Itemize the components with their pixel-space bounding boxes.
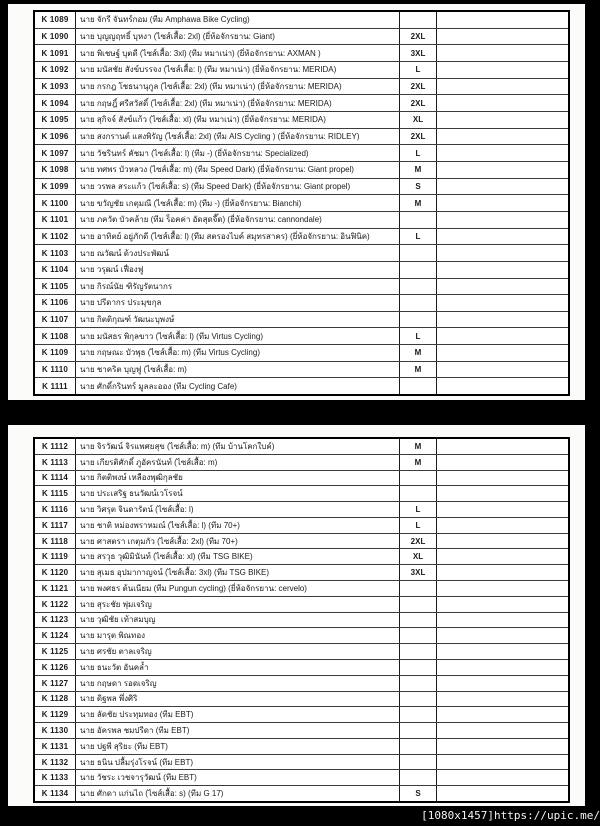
empty-cell	[437, 12, 568, 28]
empty-cell	[437, 739, 568, 754]
member-code-cell: K 1124	[35, 628, 76, 643]
member-detail-cell: นาย วุฒิชัย เท้าสมบุญ	[76, 613, 400, 628]
member-code-cell: K 1133	[35, 770, 76, 785]
shirt-size-cell	[400, 660, 437, 675]
shirt-size-cell	[400, 312, 437, 328]
table-row	[35, 533, 568, 549]
table-row	[35, 111, 568, 128]
document-page-top	[8, 4, 585, 400]
document-page-bottom	[8, 425, 585, 806]
member-detail-cell: นาย ธนะวัต อันคล้ำ	[76, 660, 400, 675]
member-code-cell: K 1111	[35, 378, 76, 394]
member-code-cell: K 1114	[35, 471, 76, 486]
member-code-cell: K 1098	[35, 162, 76, 178]
table-row	[35, 439, 568, 454]
table-row	[35, 612, 568, 628]
member-code-cell: K 1092	[35, 62, 76, 78]
shirt-size-cell	[400, 692, 437, 707]
member-code-cell: K 1095	[35, 112, 76, 128]
member-detail-cell: นาย อาทิตย์ อยู่ภักดี (ไซส์เสื้อ: l) (ทีม สตรองไบค์ สมุทรสาคร) (ยี่ห้อจักรยาน: อินฟินิค)	[76, 229, 400, 245]
member-code-cell: K 1112	[35, 439, 76, 454]
table-row	[35, 78, 568, 95]
table-row	[35, 580, 568, 596]
empty-cell	[437, 262, 568, 278]
member-code-cell: K 1106	[35, 295, 76, 311]
member-detail-cell: นาย วัชระ เวชจารุวัฒน์ (ทีม EBT)	[76, 770, 400, 785]
empty-cell	[437, 195, 568, 211]
shirt-size-cell	[400, 755, 437, 770]
shirt-size-cell: 3XL	[400, 45, 437, 61]
member-detail-cell: นาย กิตติกุณฑ์ วัฒนะบุพงษ์	[76, 312, 400, 328]
member-detail-cell: นาย บุญญฤทธิ์ บุหงา (ไซส์เสื้อ: 2xl) (ยี่ห้อจักรยาน: Giant)	[76, 29, 400, 45]
empty-cell	[437, 770, 568, 785]
shirt-size-cell	[400, 597, 437, 612]
member-detail-cell: นาย ประเสริฐ ธนวัฒน์เวโรจน์	[76, 486, 400, 501]
table-row	[35, 294, 568, 311]
member-detail-cell: นาย มารุต พิณทอง	[76, 628, 400, 643]
shirt-size-cell: M	[400, 455, 437, 470]
shirt-size-cell	[400, 486, 437, 501]
empty-cell	[437, 613, 568, 628]
member-code-cell: K 1090	[35, 29, 76, 45]
empty-cell	[437, 362, 568, 378]
table-row	[35, 161, 568, 178]
table-row	[35, 596, 568, 612]
table-row	[35, 501, 568, 517]
empty-cell	[437, 378, 568, 394]
member-code-cell: K 1093	[35, 79, 76, 95]
table-row	[35, 769, 568, 785]
member-detail-cell: นาย สุเมธ อุปมากาญจน์ (ไซส์เสื้อ: 3xl) (ทีม TSG BIKE)	[76, 565, 400, 580]
member-code-cell: K 1110	[35, 362, 76, 378]
member-detail-cell: นาย ชาติ หม่องพราหมณ์ (ไซส์เสื้อ: l) (ทีม 70+)	[76, 518, 400, 533]
member-code-cell: K 1119	[35, 549, 76, 564]
empty-cell	[437, 723, 568, 738]
empty-cell	[437, 312, 568, 328]
member-code-cell: K 1127	[35, 676, 76, 691]
shirt-size-cell	[400, 581, 437, 596]
member-code-cell: K 1099	[35, 179, 76, 195]
table-row	[35, 12, 568, 28]
shirt-size-cell	[400, 739, 437, 754]
table-row	[35, 738, 568, 754]
member-detail-cell: นาย ธนิน ปลื้มรุ่งโรจน์ (ทีม EBT)	[76, 755, 400, 770]
empty-cell	[437, 79, 568, 95]
member-code-cell: K 1116	[35, 502, 76, 517]
member-code-cell: K 1108	[35, 328, 76, 344]
member-detail-cell: นาย วิศรุต จินดารัตน์ (ไซส์เสื้อ: l)	[76, 502, 400, 517]
table-row	[35, 722, 568, 738]
member-detail-cell: นาย วรุฒน์ เฟื่องฟู	[76, 262, 400, 278]
member-detail-cell: นาย จิรวัฒน์ จิรแพศยสุข (ไซส์เสื้อ: m) (ทีม บ้านโคกใบค์)	[76, 439, 400, 454]
member-detail-cell: นาย ณวัฒน์ ด้วงประพัฒน์	[76, 245, 400, 261]
member-code-cell: K 1118	[35, 534, 76, 549]
member-code-cell: K 1107	[35, 312, 76, 328]
shirt-size-cell: XL	[400, 112, 437, 128]
image-host-url: https://upic.me/	[494, 809, 600, 822]
image-dimensions-watermark: [1080x1457]	[421, 809, 495, 822]
shirt-size-cell: L	[400, 229, 437, 245]
member-code-cell: K 1089	[35, 12, 76, 28]
shirt-size-cell	[400, 770, 437, 785]
member-code-cell: K 1102	[35, 229, 76, 245]
shirt-size-cell	[400, 707, 437, 722]
table-row	[35, 485, 568, 501]
member-detail-cell: นาย พิเชษฐ์ บุตดี (ไซส์เสื้อ: 3xl) (ทีม หมาเน่า) (ยี่ห้อจักรยาน: AXMAN )	[76, 45, 400, 61]
empty-cell	[437, 328, 568, 344]
shirt-size-cell: L	[400, 62, 437, 78]
table-row	[35, 211, 568, 228]
empty-cell	[437, 534, 568, 549]
member-detail-cell: นาย ขวัญชัย เกตุมณี (ไซส์เสื้อ: m) (ทีม -) (ยี่ห้อจักรยาน: Bianchi)	[76, 195, 400, 211]
empty-cell	[437, 279, 568, 295]
member-code-cell: K 1113	[35, 455, 76, 470]
table-row	[35, 627, 568, 643]
member-code-cell: K 1096	[35, 129, 76, 145]
member-detail-cell: นาย ทศพร บัวหลวง (ไซส์เสื้อ: m) (ทีม Speed Dark) (ยี่ห้อจักรยาน: Giant propel)	[76, 162, 400, 178]
member-detail-cell: นาย มนัสธร พิกุลขาว (ไซส์เสื้อ: l) (ทีม Virtus Cycling)	[76, 328, 400, 344]
shirt-size-cell	[400, 723, 437, 738]
member-detail-cell: นาย ปรีดากร ประมุขกุล	[76, 295, 400, 311]
member-code-cell: K 1123	[35, 613, 76, 628]
member-detail-cell: นาย สุกิจจ์ สังข์แก้ว (ไซส์เสื้อ: xl) (ทีม หมาเน่า) (ยี่ห้อจักรยาน: MERIDA)	[76, 112, 400, 128]
member-detail-cell: นาย จักรี จันทร์กอม (ทีม Amphawa Bike Cycling)	[76, 12, 400, 28]
shirt-size-cell	[400, 644, 437, 659]
table-row	[35, 361, 568, 378]
table-row	[35, 28, 568, 45]
member-detail-cell: นาย ศาสตรา เกตุมกัว (ไซส์เสื้อ: 2xl) (ทีม 70+)	[76, 534, 400, 549]
shirt-size-cell: S	[400, 786, 437, 801]
empty-cell	[437, 755, 568, 770]
table-row	[35, 244, 568, 261]
member-code-cell: K 1121	[35, 581, 76, 596]
member-code-cell: K 1126	[35, 660, 76, 675]
table-row	[35, 128, 568, 145]
empty-cell	[437, 628, 568, 643]
shirt-size-cell: M	[400, 345, 437, 361]
shirt-size-cell	[400, 676, 437, 691]
member-code-cell: K 1134	[35, 786, 76, 801]
empty-cell	[437, 145, 568, 161]
shirt-size-cell	[400, 212, 437, 228]
table-row	[35, 327, 568, 344]
member-code-cell: K 1103	[35, 245, 76, 261]
member-detail-cell: นาย สุระชัย พุ่มเจริญ	[76, 597, 400, 612]
shirt-size-cell	[400, 613, 437, 628]
member-code-cell: K 1128	[35, 692, 76, 707]
shirt-size-cell: 2XL	[400, 29, 437, 45]
shirt-size-cell	[400, 245, 437, 261]
empty-cell	[437, 471, 568, 486]
table-row	[35, 785, 568, 801]
empty-cell	[437, 295, 568, 311]
empty-cell	[437, 660, 568, 675]
table-row	[35, 454, 568, 470]
member-code-cell: K 1109	[35, 345, 76, 361]
shirt-size-cell	[400, 279, 437, 295]
table-row	[35, 144, 568, 161]
table-row	[35, 377, 568, 394]
table-row	[35, 470, 568, 486]
member-code-cell: K 1131	[35, 739, 76, 754]
shirt-size-cell: M	[400, 195, 437, 211]
empty-cell	[437, 455, 568, 470]
shirt-size-cell	[400, 295, 437, 311]
empty-cell	[437, 95, 568, 111]
shirt-size-cell: L	[400, 145, 437, 161]
table-row	[35, 548, 568, 564]
member-detail-cell: นาย เกียรติศักดิ์ ภูอัครนันท์ (ไซส์เสื้อ: m)	[76, 455, 400, 470]
empty-cell	[437, 597, 568, 612]
table-row	[35, 691, 568, 707]
empty-cell	[437, 62, 568, 78]
table-row	[35, 311, 568, 328]
member-code-cell: K 1132	[35, 755, 76, 770]
empty-cell	[437, 692, 568, 707]
member-code-cell: K 1129	[35, 707, 76, 722]
shirt-size-cell	[400, 12, 437, 28]
member-detail-cell: นาย ลัดชัย ประทุมทอง (ทีม EBT)	[76, 707, 400, 722]
empty-cell	[437, 45, 568, 61]
registration-table-1	[33, 10, 570, 396]
member-code-cell: K 1125	[35, 644, 76, 659]
empty-cell	[437, 29, 568, 45]
member-detail-cell: นาย กิรณ์นัย ฑิรัญรัตนากร	[76, 279, 400, 295]
empty-cell	[437, 676, 568, 691]
member-detail-cell: นาย วรพล สระแก้ว (ไซส์เสื้อ: s) (ทีม Speed Dark) (ยี่ห้อจักรยาน: Giant propel)	[76, 179, 400, 195]
shirt-size-cell: M	[400, 362, 437, 378]
empty-cell	[437, 644, 568, 659]
shirt-size-cell: 2XL	[400, 129, 437, 145]
empty-cell	[437, 179, 568, 195]
table-row	[35, 44, 568, 61]
member-code-cell: K 1094	[35, 95, 76, 111]
shirt-size-cell: 2XL	[400, 534, 437, 549]
empty-cell	[437, 581, 568, 596]
empty-cell	[437, 518, 568, 533]
member-detail-cell: นาย ศักดิ์กรินทร์ มูลละออง (ทีม Cycling Cafe)	[76, 378, 400, 394]
table-row	[35, 706, 568, 722]
shirt-size-cell: L	[400, 518, 437, 533]
empty-cell	[437, 245, 568, 261]
table-row	[35, 754, 568, 770]
table-row	[35, 659, 568, 675]
empty-cell	[437, 129, 568, 145]
member-code-cell: K 1100	[35, 195, 76, 211]
shirt-size-cell: XL	[400, 549, 437, 564]
member-detail-cell: นาย ชาคริต บุญฟู (ไซส์เสื้อ: m)	[76, 362, 400, 378]
shirt-size-cell: L	[400, 328, 437, 344]
table-row	[35, 194, 568, 211]
member-code-cell: K 1130	[35, 723, 76, 738]
member-detail-cell: นาย ศักดา แก่นไถ (ไซส์เสื้อ: s) (ทีม G 17)	[76, 786, 400, 801]
member-code-cell: K 1117	[35, 518, 76, 533]
table-row	[35, 61, 568, 78]
empty-cell	[437, 162, 568, 178]
empty-cell	[437, 345, 568, 361]
shirt-size-cell	[400, 262, 437, 278]
table-row	[35, 178, 568, 195]
table-row	[35, 228, 568, 245]
shirt-size-cell: S	[400, 179, 437, 195]
member-detail-cell: นาย กฤษณะ บัวพุธ (ไซส์เสื้อ: m) (ทีม Virtus Cycling)	[76, 345, 400, 361]
table-row	[35, 344, 568, 361]
member-code-cell: K 1115	[35, 486, 76, 501]
member-detail-cell: นาย ดิฐพล พึ่งศิริ	[76, 692, 400, 707]
empty-cell	[437, 439, 568, 454]
shirt-size-cell	[400, 628, 437, 643]
member-detail-cell: นาย กรกฎ โชธนานุกูล (ไซส์เสื้อ: 2xl) (ทีม หมาเน่า) (ยี่ห้อจักรยาน: MERIDA)	[76, 79, 400, 95]
member-detail-cell: นาย วัชรินทร์ คัชมา (ไซส์เสื้อ: l) (ทีม -) (ยี่ห้อจักรยาน: Specialized)	[76, 145, 400, 161]
shirt-size-cell: M	[400, 162, 437, 178]
shirt-size-cell	[400, 378, 437, 394]
member-detail-cell: นาย ศรชัย ตาลเจริญ	[76, 644, 400, 659]
table-row	[35, 261, 568, 278]
member-code-cell: K 1104	[35, 262, 76, 278]
empty-cell	[437, 212, 568, 228]
empty-cell	[437, 549, 568, 564]
empty-cell	[437, 786, 568, 801]
member-code-cell: K 1120	[35, 565, 76, 580]
empty-cell	[437, 502, 568, 517]
empty-cell	[437, 707, 568, 722]
empty-cell	[437, 486, 568, 501]
member-code-cell: K 1105	[35, 279, 76, 295]
member-code-cell: K 1091	[35, 45, 76, 61]
shirt-size-cell: 2XL	[400, 79, 437, 95]
table-row	[35, 643, 568, 659]
empty-cell	[437, 565, 568, 580]
shirt-size-cell: 2XL	[400, 95, 437, 111]
shirt-size-cell: 3XL	[400, 565, 437, 580]
member-detail-cell: นาย ภควัต บัวคล้าย (ทีม ร็อคค่า อัดสุดจี๊ด) (ยี่ห้อจักรยาน: cannondale)	[76, 212, 400, 228]
member-code-cell: K 1122	[35, 597, 76, 612]
member-code-cell: K 1097	[35, 145, 76, 161]
shirt-size-cell	[400, 471, 437, 486]
member-detail-cell: นาย กฤษฎิ์ ศรีสวัสดิ์ (ไซส์เสื้อ: 2xl) (ทีม หมาเน่า) (ยี่ห้อจักรยาน: MERIDA)	[76, 95, 400, 111]
shirt-size-cell: L	[400, 502, 437, 517]
member-detail-cell: นาย กฤษดา รอดเจริญ	[76, 676, 400, 691]
table-row	[35, 675, 568, 691]
member-detail-cell: นาย สรวุธ วุฒิมินันท์ (ไซส์เสื้อ: xl) (ทีม TSG BIKE)	[76, 549, 400, 564]
member-detail-cell: นาย อัครพล ชมปรีดา (ทีม EBT)	[76, 723, 400, 738]
member-detail-cell: นาย พงศธร ต้นเนียม (ทีม Pungun cycling) (ยี่ห้อจักรยาน: cervelo)	[76, 581, 400, 596]
registration-table-2	[33, 437, 570, 803]
table-row	[35, 278, 568, 295]
empty-cell	[437, 112, 568, 128]
table-row	[35, 564, 568, 580]
member-detail-cell: นาย ปฐพี สุริยะ (ทีม EBT)	[76, 739, 400, 754]
watermark-bar	[0, 806, 600, 826]
member-detail-cell: นาย กิตติพงษ์ เหลืองพุฒิกุลชัย	[76, 471, 400, 486]
shirt-size-cell: M	[400, 439, 437, 454]
member-detail-cell: นาย มนัสชัย สังข์บรรจง (ไซส์เสื้อ: l) (ทีม หมาเน่า) (ยี่ห้อจักรยาน: MERIDA)	[76, 62, 400, 78]
table-row	[35, 94, 568, 111]
member-detail-cell: นาย สงกรานต์ แสงพิรัญ (ไซส์เสื้อ: 2xl) (ทีม AIS Cycling ) (ยี่ห้อจักรยาน: RIDLEY)	[76, 129, 400, 145]
table-row	[35, 517, 568, 533]
member-code-cell: K 1101	[35, 212, 76, 228]
empty-cell	[437, 229, 568, 245]
